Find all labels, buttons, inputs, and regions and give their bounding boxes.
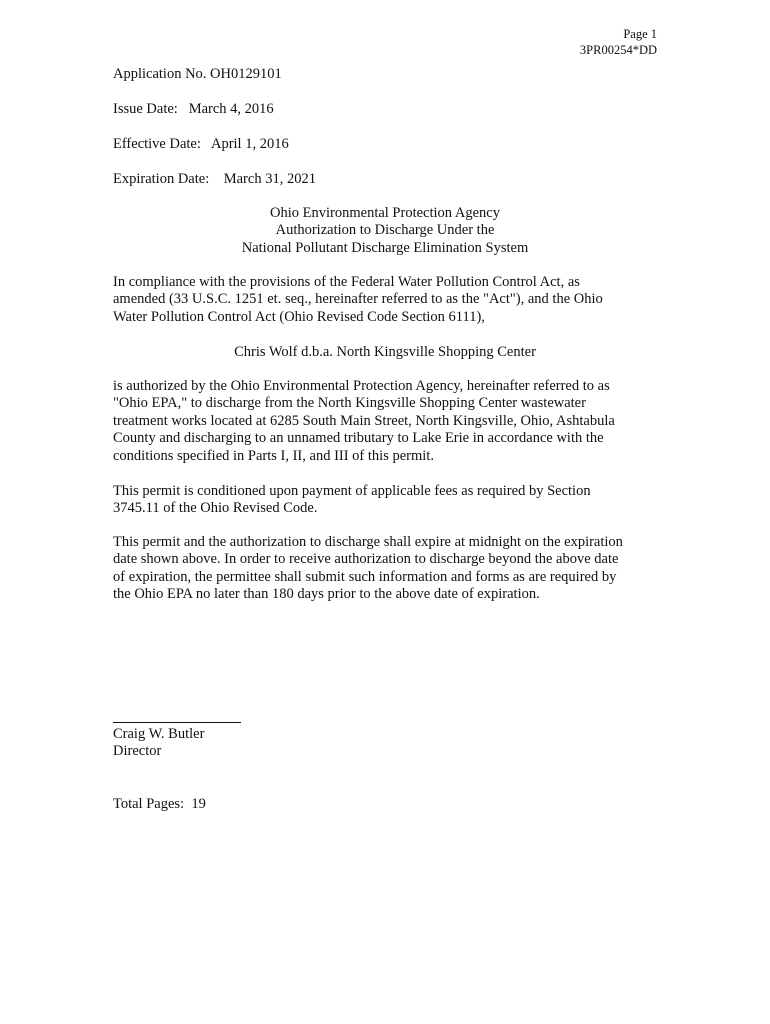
- expiration-paragraph: [113, 534, 653, 604]
- agency-title-line: Ohio Environmental Protection Agency: [270, 205, 500, 221]
- paragraph-line: is authorized by the Ohio Environmental Protection Agency, hereinafter referred to as: [113, 378, 610, 394]
- paragraph-line: amended (33 U.S.C. 1251 et. seq., hereinafter referred to as the "Act"), and the Ohio: [113, 291, 603, 308]
- signatory-name: Craig W. Butler: [113, 726, 205, 742]
- paragraph-line: 3745.11 of the Ohio Revised Code.: [113, 500, 318, 517]
- paragraph-line: conditions specified in Parts I, II, and III of this permit.: [113, 447, 434, 464]
- agency-title-line: National Pollutant Discharge Elimination System: [241, 239, 529, 256]
- authorization-paragraph: [113, 378, 653, 465]
- paragraph-line: This permit and the authorization to discharge shall expire at midnight on the expiration: [113, 534, 623, 550]
- page-number: Page 1: [623, 27, 657, 41]
- paragraph-line: date shown above. In order to receive authorization to discharge beyond the above date: [113, 551, 619, 568]
- application-number: Application No. OH0129101: [113, 66, 282, 82]
- page-header: [580, 27, 657, 58]
- compliance-paragraph: [113, 274, 653, 326]
- signature-block: [113, 726, 204, 761]
- paragraph-line: County and discharging to an unnamed tributary to Lake Erie in accordance with the: [113, 430, 604, 447]
- signature-line: [113, 722, 241, 723]
- effective-date: Effective Date: April 1, 2016: [113, 136, 289, 152]
- permittee-name: Chris Wolf d.b.a. North Kingsville Shopping Center: [234, 344, 536, 360]
- issue-date: Issue Date: March 4, 2016: [113, 101, 274, 117]
- agency-title: [0, 205, 770, 257]
- agency-title-line: Authorization to Discharge Under the: [275, 222, 495, 239]
- paragraph-line: In compliance with the provisions of the Federal Water Pollution Control Act, as: [113, 274, 580, 290]
- total-pages: Total Pages: 19: [113, 796, 206, 812]
- paragraph-line: of expiration, the permittee shall submit such information and forms as are required by: [113, 568, 617, 585]
- signatory-title: Director: [113, 743, 162, 760]
- paragraph-line: This permit is conditioned upon payment of applicable fees as required by Section: [113, 483, 591, 499]
- document-code: 3PR00254*DD: [579, 42, 657, 57]
- paragraph-line: Water Pollution Control Act (Ohio Revised Code Section 6111),: [113, 308, 485, 325]
- paragraph-line: the Ohio EPA no later than 180 days prior to the above date of expiration.: [113, 586, 540, 603]
- fees-paragraph: [113, 483, 653, 518]
- paragraph-line: treatment works located at 6285 South Main Street, North Kingsville, Ohio, Ashtabula: [113, 412, 615, 429]
- paragraph-line: "Ohio EPA," to discharge from the North Kingsville Shopping Center wastewater: [113, 395, 586, 412]
- expiration-date: Expiration Date: March 31, 2021: [113, 171, 316, 187]
